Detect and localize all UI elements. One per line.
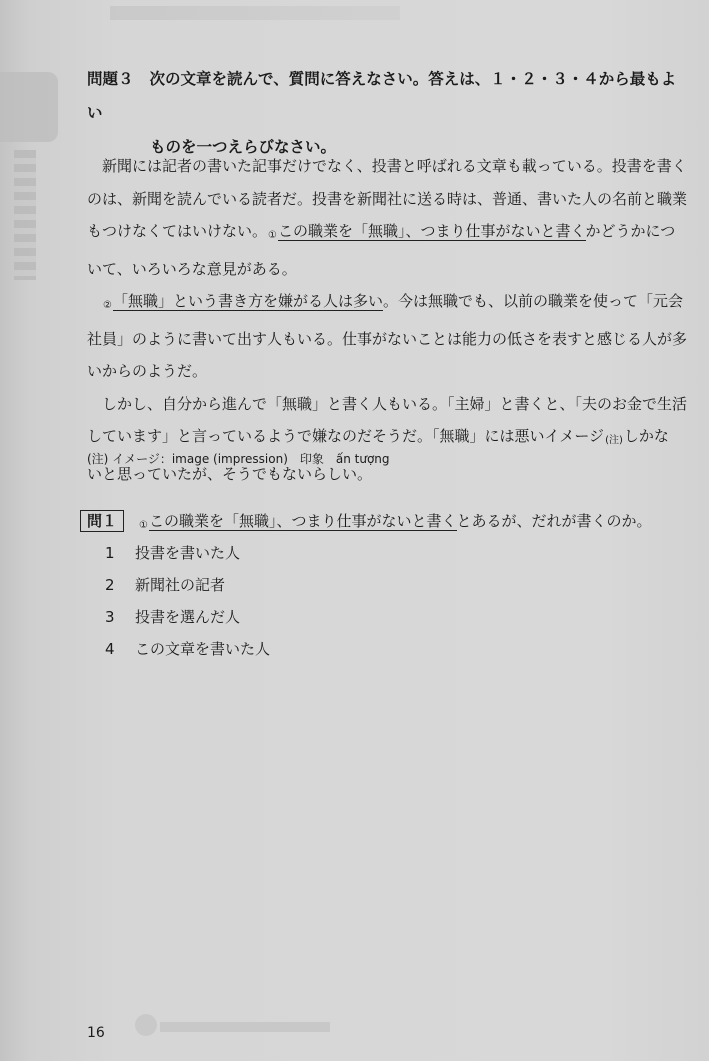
p1-line-a: 新聞には記者の書いた記事だけでなく、投書と呼ばれる文章も載っている。投書を書く <box>102 157 687 175</box>
p2-line-b: 社員」のように書いて出す人もいる。仕事がないことは能力の低さを表すと感じる人が多 <box>87 329 688 348</box>
choice-text: この文章を書いた人 <box>135 640 271 658</box>
p3-line-c: いと思っていたが、そうでもないらしい。 <box>87 464 373 483</box>
underline-marker-1: ① <box>268 230 277 241</box>
p1-line-d: いて、いろいろな意見がある。 <box>87 259 297 278</box>
paragraph-3 <box>87 388 687 491</box>
paragraph-2 <box>87 285 687 388</box>
page-number: 16 <box>87 1025 105 1041</box>
choice-number: 2 <box>105 576 115 594</box>
question-text: とあるが、だれが書くのか。 <box>456 512 652 530</box>
p1-line-b: のは、新聞を読んでいる読者だ。投書を新聞社に送る時は、普通、書いた人の名前と職業 <box>87 189 688 208</box>
bleed-through-header <box>110 6 400 20</box>
footnote <box>87 450 687 467</box>
instruction-line-1 <box>87 62 687 130</box>
answer-choices <box>105 537 605 665</box>
paragraph-1 <box>87 150 687 285</box>
question-1 <box>80 508 700 539</box>
p2-line-a-post: 。今は無職でも、以前の職業を使って「元会 <box>382 292 683 310</box>
p1-line-c-pre: もつけなくてはいけない。 <box>87 222 268 240</box>
p3-line-b-post: しかな <box>623 427 669 445</box>
chapter-side-tab <box>0 72 58 142</box>
question-marker: ① <box>139 520 148 531</box>
choice-text: 投書を書いた人 <box>135 544 241 562</box>
underlined-phrase-2: 「無職」という書き方を嫌がる人は多い <box>112 292 383 310</box>
instruction-line-2: ものを一つえらびなさい。 <box>150 138 337 156</box>
choice-text: 新聞社の記者 <box>135 576 226 594</box>
footnote-label: (注) <box>87 452 109 466</box>
footer-bleed-through <box>160 1022 330 1032</box>
choice-4[interactable] <box>105 633 605 665</box>
question-instruction <box>87 62 687 164</box>
question-underlined-phrase: この職業を「無職」、つまり仕事がないと書く <box>148 512 457 530</box>
note-marker: (注) <box>605 435 623 446</box>
question-label: 問１ <box>80 510 124 532</box>
problem-label: 問題３ <box>87 70 134 88</box>
choice-number: 4 <box>105 640 115 658</box>
choice-number: 3 <box>105 608 115 626</box>
p1-line-c-post: かどうかにつ <box>585 222 676 240</box>
footnote-text: イメージ：image (impression) 印象 ấn tượng <box>112 452 390 466</box>
underline-marker-2: ② <box>103 300 112 311</box>
choice-2[interactable] <box>105 569 605 601</box>
choice-number: 1 <box>105 544 115 562</box>
footer-ornament <box>135 1014 157 1036</box>
choice-1[interactable] <box>105 537 605 569</box>
choice-text: 投書を選んだ人 <box>135 608 241 626</box>
underlined-phrase-1: この職業を「無職」、つまり仕事がないと書く <box>277 222 586 240</box>
p2-line-c: いからのようだ。 <box>87 362 208 380</box>
p3-line-a: しかし、自分から進んで「無職」と書く人もいる。「主婦」と書くと、「夫のお金で生活 <box>102 394 688 413</box>
chapter-side-strip <box>14 150 36 280</box>
instruction-text-1: 次の文章を読んで、質問に答えなさい。答えは、１・２・３・４から最もよい <box>87 70 677 122</box>
choice-3[interactable] <box>105 601 605 633</box>
reading-passage <box>87 150 687 490</box>
p3-line-b-pre: しています」と言っているようで嫌なのだそうだ。「無職」には悪いイメージ <box>87 427 605 445</box>
